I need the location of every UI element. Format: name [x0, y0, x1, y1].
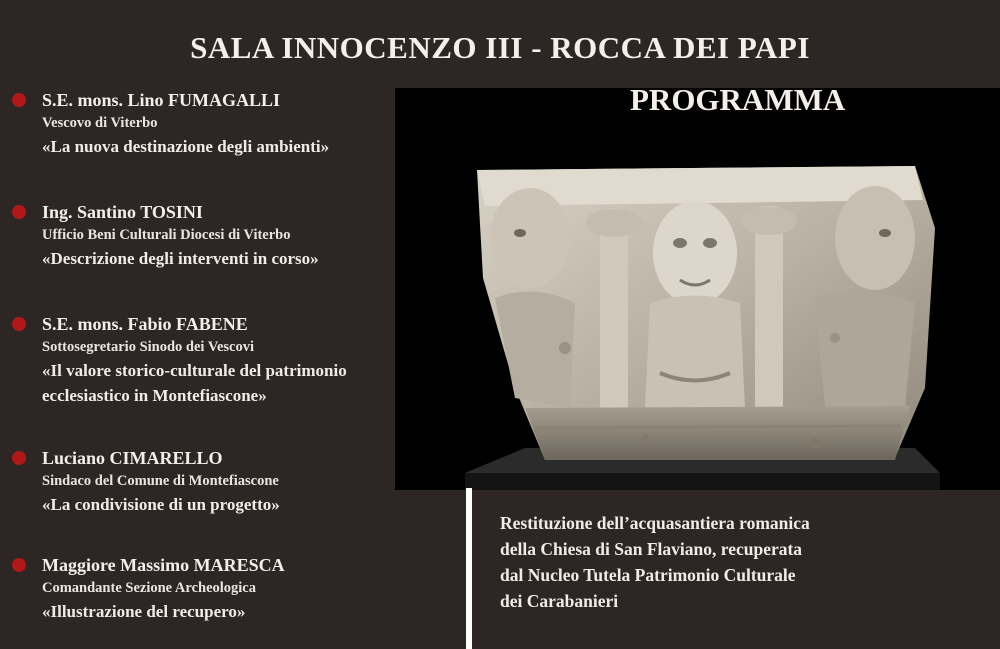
speaker-entry: [12, 446, 482, 517]
speaker-name: Ing. Santino TOSINI: [42, 202, 203, 222]
speaker-name: S.E. mons. Fabio FABENE: [42, 314, 248, 334]
bullet-icon: [12, 317, 26, 331]
speaker-talk: «Descrizione degli interventi in corso»: [42, 249, 319, 268]
page-subtitle: PROGRAMMA: [630, 82, 846, 117]
speaker-talk: «Illustrazione del recupero»: [42, 602, 246, 621]
speaker-role: Vescovo di Viterbo: [42, 115, 158, 131]
photo-caption: [500, 510, 980, 614]
caption-line: dei Carabanieri: [500, 591, 619, 611]
bullet-icon: [12, 451, 26, 465]
speaker-role: Comandante Sezione Archeologica: [42, 580, 256, 596]
speaker-talk: ecclesiastico in Montefiascone»: [42, 386, 267, 405]
caption-line: dal Nucleo Tutela Patrimonio Culturale: [500, 565, 796, 585]
speaker-entry: [12, 88, 482, 159]
speaker-role: Sindaco del Comune di Montefiascone: [42, 473, 279, 489]
speaker-entry: [12, 200, 482, 271]
speaker-talk: «La nuova destinazione degli ambienti»: [42, 137, 330, 156]
bullet-icon: [12, 205, 26, 219]
speaker-role: Sottosegretario Sinodo dei Vescovi: [42, 339, 254, 355]
speaker-name: S.E. mons. Lino FUMAGALLI: [42, 90, 281, 110]
stoup-illustration: [395, 88, 1000, 490]
bullet-icon: [12, 558, 26, 572]
speaker-entry: [12, 553, 482, 624]
speaker-talk: «La condivisione di un progetto»: [42, 495, 280, 514]
stoup-photo: [395, 88, 1000, 490]
speaker-name: Luciano CIMARELLO: [42, 448, 223, 468]
speaker-entry: [12, 312, 482, 408]
caption-line: della Chiesa di San Flaviano, recuperata: [500, 539, 803, 559]
caption-divider: [466, 488, 472, 649]
speaker-name: Maggiore Massimo MARESCA: [42, 555, 285, 575]
speaker-role: Ufficio Beni Culturali Diocesi di Viterbo: [42, 227, 291, 243]
caption-line: Restituzione dell’acquasantiera romanica: [500, 513, 810, 533]
page-title: SALA INNOCENZO III - ROCCA DEI PAPI: [190, 30, 810, 65]
bullet-icon: [12, 93, 26, 107]
speaker-talk: «Il valore storico-culturale del patrimonio: [42, 361, 347, 380]
